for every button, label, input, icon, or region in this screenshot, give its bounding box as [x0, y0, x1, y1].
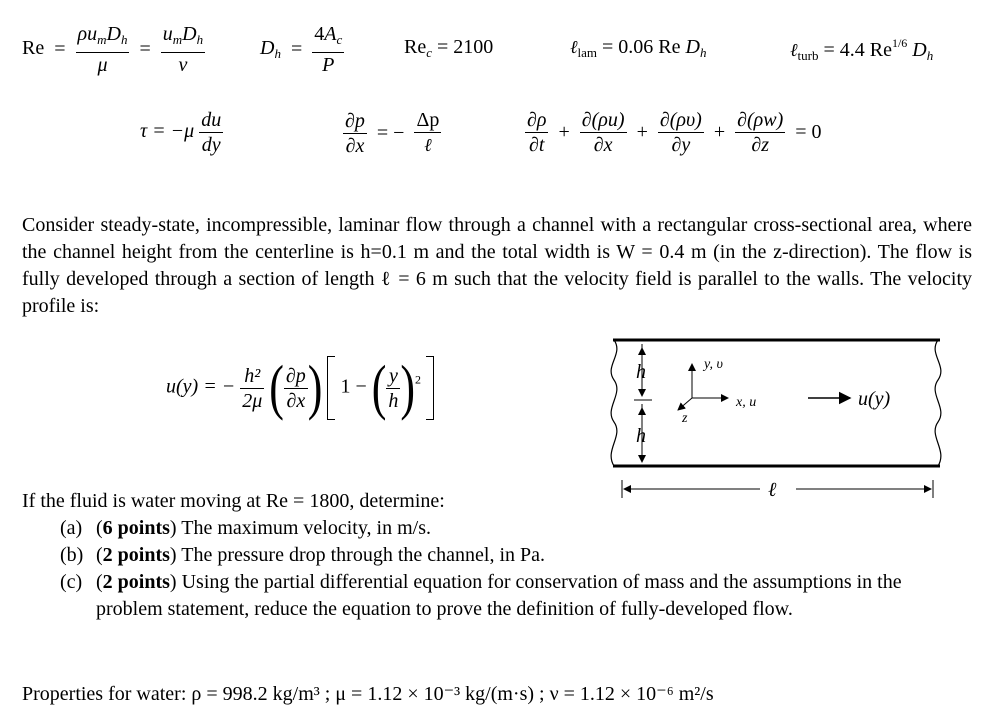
- y-axis-label: y, υ: [704, 357, 723, 372]
- cont-term-y: $\frac{\partial(\rho\upsilon)}{\partial y}$: [659, 109, 702, 156]
- turb-exp: 1/6: [891, 36, 908, 50]
- reynolds-equation: Re = $\rho u_mD_h$ μ = $u_mD_h$ ν: [22, 23, 204, 76]
- hydraulic-diameter-equation: $D_h$ = $\frac{4A_c}{P}$: [260, 23, 343, 76]
- given-statement: If the fluid is water moving at Re = 1800, determine:: [22, 490, 445, 512]
- re-frac-dynamic: $\rho u_mD_h$ μ: [77, 23, 128, 76]
- question-a-text: The maximum velocity, in m/s.: [181, 517, 432, 539]
- continuity-equation: $\frac{\partial\rho}{\partial t}$ + $\frac{\partial(\rho u)}{\partial x}$ + $\frac{\partial(\rho\upsilon)}{\partial y}$ + $\frac{\partial(\rho w)}{\partial z}$ = 0: [527, 109, 822, 156]
- right-break-line: [935, 340, 941, 466]
- laminar-entry-equation: ℓ$_{lam}$ = 0.06 Re $D_h$: [570, 36, 707, 60]
- dp-rhs-num: Δp: [416, 109, 440, 131]
- shear-stress-equation: [140, 108, 223, 157]
- turbulent-entry-equation: ℓ$_{turb}$ = 4.4 $Re^{1/6}$ $D_h$: [790, 36, 934, 63]
- critical-re-equation: $Re_c = 2100$: [404, 36, 494, 60]
- velocity-den: 2μ: [242, 389, 263, 412]
- lam-text: = 0.06 Re: [602, 36, 681, 58]
- u-y-label: u(y): [858, 388, 891, 410]
- question-b-text: The pressure drop through the channel, in Pa.: [181, 544, 546, 566]
- re-lhs: Re: [22, 37, 45, 60]
- cont-term-x: $\frac{\partial(\rho u)}{\partial x}$: [581, 109, 625, 156]
- dp-den: ∂x: [345, 134, 365, 157]
- question-c-text: Using the partial differential equation for conservation of mass and the assumptions in the problem statement, reduce the equation to prove the definition of fully-developed flow.: [96, 571, 902, 620]
- problem-intro: Consider steady-state, incompressible, laminar flow through a channel with a rectangular cross-sectional area, where the channel height from the centerline is h=0.1 m and the total width is W = 0.4 m (in the z-direction). The flow is fully developed through a section of length ℓ = 6 m such that the velocity field is parallel to the walls. The velocity profile is:: [22, 214, 972, 317]
- question-a-points: 6 points: [102, 517, 170, 539]
- tau-frac: [199, 108, 223, 157]
- question-b-points: 2 points: [102, 544, 170, 566]
- dh-lhs: D: [260, 37, 275, 60]
- cont-term-t: $\frac{\partial\rho}{\partial t}$: [527, 109, 547, 156]
- re-frac-kinematic: $u_mD_h$ ν: [162, 23, 204, 76]
- water-properties: Properties for water: ρ = 998.2 kg/m³ ; μ = 1.12 × 10⁻³ kg/(m·s) ; ν = 1.12 × 10⁻⁶ m²/s: [22, 683, 714, 705]
- tau-den: dy: [201, 134, 221, 156]
- cont-term-z: $\frac{\partial(\rho w)}{\partial z}$: [737, 109, 784, 156]
- channel-diagram: [600, 334, 945, 504]
- h-top-label: h: [636, 361, 646, 383]
- velocity-lhs: u(y) = −: [166, 375, 236, 398]
- continuity-rhs: = 0: [795, 121, 822, 143]
- turb-text: = 4.4 Re: [823, 39, 892, 61]
- left-break-line: [611, 340, 617, 466]
- dp-rhs-frac: Δp ℓ: [416, 109, 440, 156]
- velocity-profile-equation: u(y) = − $\frac{\text{h²}}{2\mu}$ ( $\frac{\partial p}{\partial x}$ ) 1 − ( $\frac{y}{h}$ )$^2$: [166, 356, 434, 420]
- z-axis-arrow: [678, 398, 692, 410]
- dh-den: P: [322, 54, 335, 76]
- question-c-points: 2 points: [102, 571, 170, 593]
- h-bottom-label: h: [636, 425, 646, 447]
- length-label: ℓ: [768, 477, 777, 501]
- dp-frac: [343, 109, 367, 158]
- dh-frac: $\frac{4A_c}{P}$: [314, 23, 343, 76]
- x-axis-label: x, u: [736, 395, 757, 410]
- velocity-one-minus: 1 −: [340, 375, 367, 398]
- z-axis-label: z: [682, 411, 688, 426]
- dp-num: ∂p: [345, 109, 365, 132]
- tau-num: du: [201, 109, 222, 131]
- velocity-coef-frac: [240, 364, 264, 413]
- tau-lhs: τ = −μ: [140, 120, 195, 143]
- pressure-gradient-equation: $\frac{\partial p}{\partial x}$ = − Δp ℓ: [345, 109, 440, 157]
- velocity-num: h²: [244, 364, 261, 387]
- rec-value: = 2100: [437, 36, 494, 58]
